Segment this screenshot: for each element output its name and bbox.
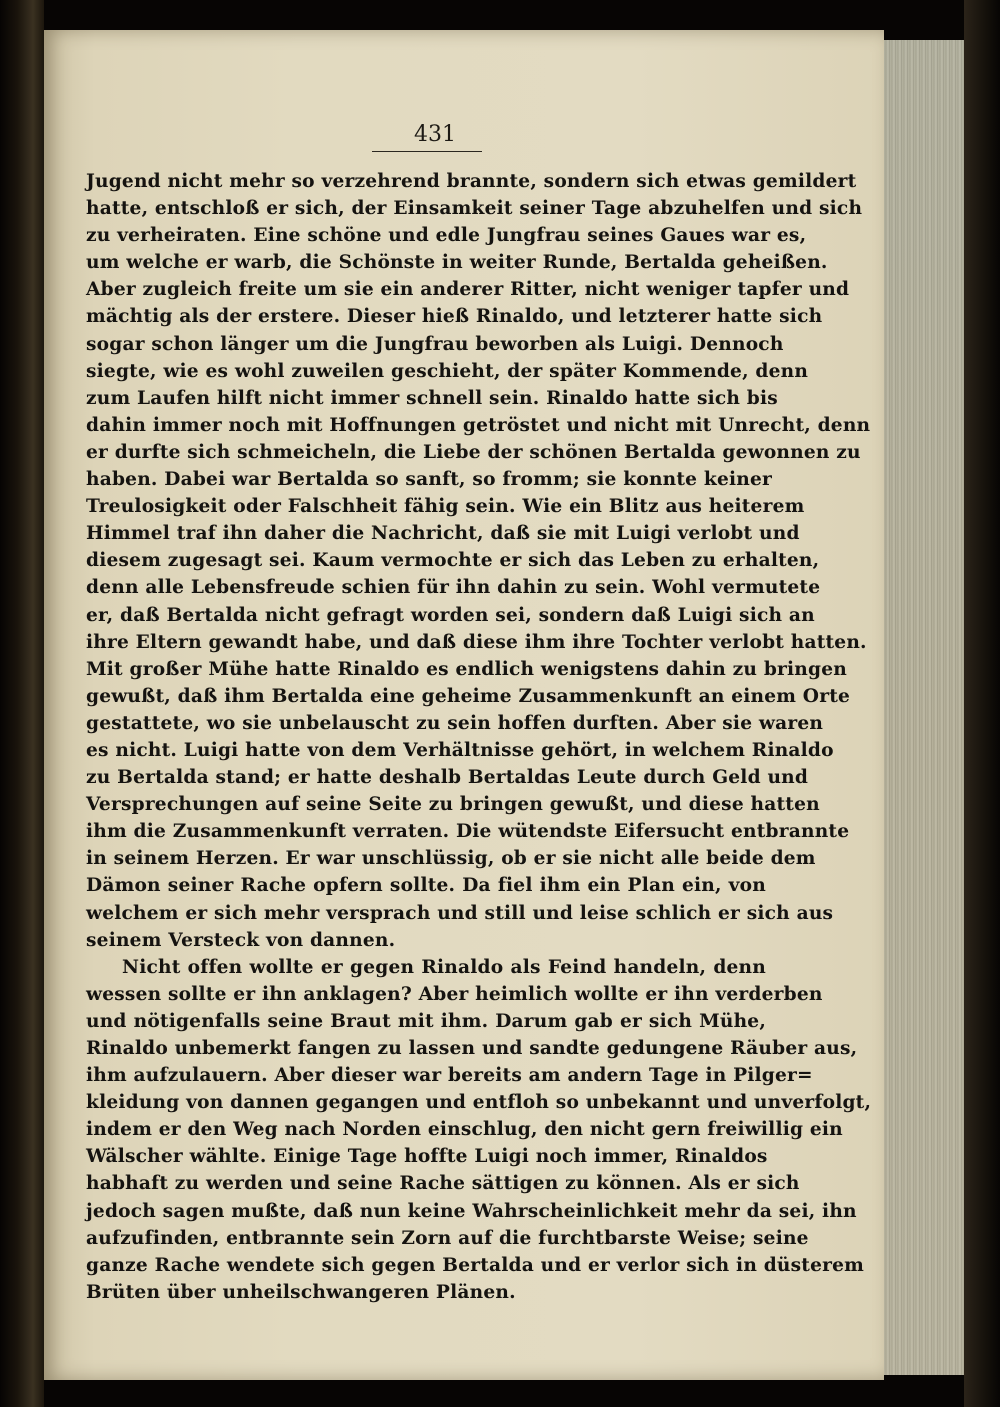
text-line: haben. Dabei war Bertalda so sanft, so fromm; sie konnte keiner [86,469,772,491]
text-line: zu Bertalda stand; er hatte deshalb Bertaldas Leute durch Geld und [86,767,809,789]
text-line: Himmel traf ihn daher die Nachricht, daß sie mit Luigi verlobt und [86,523,800,545]
text-line: welchem er sich mehr versprach und still und leise schlich er sich aus [86,902,834,924]
text-line: Brüten über unheilschwangeren Plänen. [86,1281,516,1303]
text-line: ganze Rache wendete sich gegen Bertalda und er verlor sich in düsterem [86,1254,865,1276]
book-cover-right [964,0,1000,1407]
text-line: kleidung von dannen gegangen und entfloh so unbekannt und unverfolgt, [86,1092,872,1114]
text-line: indem er den Weg nach Norden einschlug, den nicht gern freiwillig ein [86,1119,843,1141]
text-line: Nicht offen wollte er gegen Rinaldo als Feind handeln, denn [122,956,766,978]
text-line: ihre Eltern gewandt habe, und daß diese ihm ihre Tochter verlobt hatten. [86,631,867,653]
text-line: denn alle Lebensfreude schien für ihn dahin zu sein. Wohl vermutete [86,577,821,599]
text-line: wessen sollte er ihn anklagen? Aber heimlich wollte er ihn verderben [86,983,823,1005]
text-line: Wälscher wählte. Einige Tage hoffte Luigi noch immer, Rinaldos [86,1146,768,1168]
text-line: aufzufinden, entbrannte sein Zorn auf die furchtbarste Weise; seine [86,1227,809,1249]
text-line: es nicht. Luigi hatte von dem Verhältnisse gehört, in welchem Rinaldo [86,739,834,761]
text-line: Mit großer Mühe hatte Rinaldo es endlich wenigstens dahin zu bringen [86,658,847,680]
text-line: und nötigenfalls seine Braut mit ihm. Darum gab er sich Mühe, [86,1010,766,1032]
text-line: sogar schon länger um die Jungfrau beworben als Luigi. Dennoch [86,333,784,355]
text-line: Treulosigkeit oder Falschheit fähig sein. Wie ein Blitz aus heiterem [86,496,805,518]
text-line: Rinaldo unbemerkt fangen zu lassen und sandte gedungene Räuber aus, [86,1038,858,1059]
text-line: Versprechungen auf seine Seite zu bringen gewußt, und diese hatten [86,794,820,816]
text-line: ihm die Zusammenkunft verraten. Die wütendste Eifersucht entbrannte [86,821,850,843]
text-line: gestattete, wo sie unbelauscht zu sein hoffen durften. Aber sie waren [86,712,824,734]
text-line: siegte, wie es wohl zuweilen geschieht, der später Kommende, denn [86,360,809,382]
page-edges [884,40,964,1375]
text-line: jedoch sagen mußte, daß nun keine Wahrscheinlichkeit mehr da sei, ihn [86,1200,857,1222]
text-line: dahin immer noch mit Hoffnungen getröstet und nicht mit Unrecht, denn [86,414,871,436]
text-line: in seinem Herzen. Er war unschlüssig, ob er sie nicht alle beide dem [86,848,816,870]
book-gutter-left [0,0,44,1407]
text-line: habhaft zu werden und seine Rache sättigen zu können. Als er sich [86,1173,800,1195]
page-number: 431 [414,122,456,147]
text-line: hatte, entschloß er sich, der Einsamkeit seiner Tage abzuhelfen und sich [86,198,863,220]
text-line: Dämon seiner Rache opfern sollte. Da fiel ihm ein Plan ein, von [86,875,766,897]
header-rule [372,151,482,152]
text-line: seinem Versteck von dannen. [86,929,396,951]
text-line: er durfte sich schmeicheln, die Liebe der schönen Bertalda gewonnen zu [86,441,861,463]
body-text [86,168,872,1306]
text-line: Jugend nicht mehr so verzehrend brannte, sondern sich etwas gemildert [86,171,857,192]
text-line: gewußt, daß ihm Bertalda eine geheime Zusammenkunft an einem Orte [86,685,851,707]
text-line: um welche er warb, die Schönste in weiter Runde, Bertalda geheißen. [86,252,828,274]
text-line: diesem zugesagt sei. Kaum vermochte er sich das Leben zu erhalten, [86,550,820,572]
text-line: zu verheiraten. Eine schöne und edle Jungfrau seines Gaues war es, [86,225,807,247]
text-line: er, daß Bertalda nicht gefragt worden sei, sondern daß Luigi sich an [86,604,815,626]
text-line: ihm aufzulauern. Aber dieser war bereits am andern Tage in Pilger= [86,1065,813,1087]
text-line: Aber zugleich freite um sie ein anderer Ritter, nicht weniger tapfer und [86,279,850,301]
text-line: zum Laufen hilft nicht immer schnell sein. Rinaldo hatte sich bis [86,387,778,409]
text-line: mächtig als der erstere. Dieser hieß Rinaldo, und letzterer hatte sich [86,306,823,328]
